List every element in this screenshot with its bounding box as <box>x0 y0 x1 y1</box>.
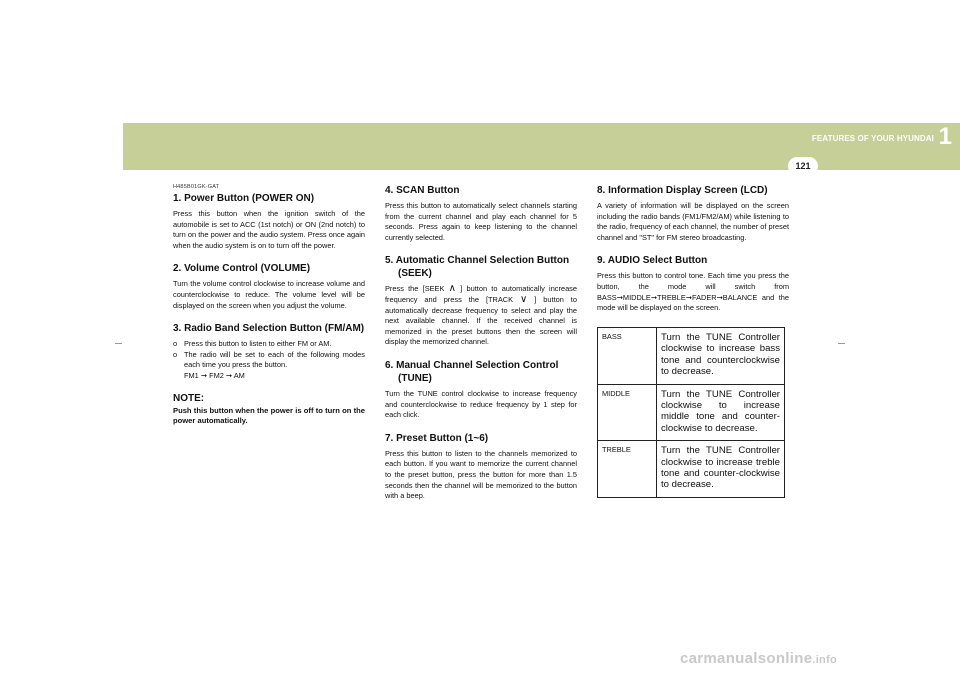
text-power-button: Press this button when the ignition switch of the automobile is set to ACC (1st notch) or ON (2nd notch) to turn on the power and the audio system. Press once again when the audio system is on to turn off the power. <box>173 209 365 250</box>
heading-band-selection: 3. Radio Band Selection Button (FM/AM) <box>173 323 365 335</box>
column-right <box>597 184 789 314</box>
tone-key: MIDDLE <box>598 384 657 441</box>
crop-mark-right <box>838 343 845 344</box>
text-volume-control: Turn the volume control clockwise to increase volume and counterclockwise to reduce. The volume level will be displayed on the screen when you adjust the volume. <box>173 279 365 310</box>
tone-table <box>597 327 785 498</box>
bullet-marker: o <box>173 349 178 359</box>
heading-lcd: 8. Information Display Screen (LCD) <box>597 185 768 196</box>
band-sequence: FM1 ➞ FM2 ➞ AM <box>184 370 245 380</box>
table-row <box>598 328 785 385</box>
tone-key: BASS <box>598 328 657 385</box>
tone-desc: Turn the TUNE Controller clockwise to increase treble tone and counter-clockwise to decrease. <box>661 445 780 491</box>
heading-seek: 5. Automatic Channel Selection Button (SEEK) <box>385 255 570 280</box>
heading-audio-select: 9. AUDIO Select Button <box>597 255 708 267</box>
column-left <box>173 184 365 427</box>
text-seek: Press the [SEEK ∧ ] button to automatically increase frequency and press the [TRACK ∨ ] button to automatically decrease frequency to select and play the next available channel. If the received channel is memorized in the preset buttons then the screen will display the memorized channel. <box>385 283 577 347</box>
page-number: 121 <box>788 157 818 175</box>
text-audio-select: Press this button to control tone. Each time you press the button, the mode will switch from BASS➞MIDDLE➞TREBLE➞FADER➞BALANCE and the mode will be displayed on the screen. <box>597 271 789 313</box>
header-title: FEATURES OF YOUR HYUNDAI <box>811 134 934 143</box>
text-scan-button: Press this button to automatically select channels starting from the current channel and play each channel for 5 seconds. Press again to keep listening to the channel currently selected. <box>385 201 577 242</box>
heading-volume-control: 2. Volume Control (VOLUME) <box>173 263 311 275</box>
heading-power-button: 1. Power Button (POWER ON) <box>173 193 315 204</box>
note-text: Push this button when the power is off to turn on the power automatically. <box>173 405 365 426</box>
chapter-number: 1 <box>938 123 952 150</box>
watermark: carmanualsonline.info <box>680 650 838 667</box>
table-row <box>598 441 785 498</box>
crop-mark-left <box>115 343 122 344</box>
list-item: o The radio will be set to each of the following modes each time you press the button. FM1 ➞ FM2 ➞ AM <box>173 349 365 380</box>
table-row <box>598 384 785 441</box>
section-code: H485B01GK-GAT <box>173 184 220 190</box>
list-item: o Press this button to listen to either FM or AM. <box>173 339 332 349</box>
text-tune: Turn the TUNE control clockwise to increase frequency and counterclockwise to reduce frequency by 1 step for each click. <box>385 388 577 420</box>
column-middle <box>385 184 577 502</box>
text-preset-button: Press this button to listen to the channels memorized to each button. If you want to memorize the current channel to the preset button, press the button for more than 1.5 seconds then the channel will be memorized to the button with a beep. <box>385 448 577 501</box>
track-down-icon: ∨ <box>520 293 528 305</box>
seek-up-icon: ∧ <box>448 283 456 295</box>
text-lcd: A variety of information will be displayed on the screen including the radio bands (FM1/FM2/AM) while listening to the radio, frequency of each channel, the number of preset channel and "ST" for FM stereo broadcasting. <box>597 201 789 242</box>
tone-desc: Turn the TUNE Controller clockwise to increase bass tone and counterclockwise to decrease. <box>657 328 785 385</box>
heading-tune: 6. Manual Channel Selection Control (TUNE) <box>385 359 559 384</box>
heading-preset-button: 7. Preset Button (1~6) <box>385 432 489 444</box>
tone-desc: Turn the TUNE Controller clockwise to increase middle tone and counter-clockwise to decrease. <box>657 384 785 441</box>
header-banner <box>123 123 960 170</box>
heading-scan-button: 4. SCAN Button <box>385 185 460 196</box>
band-selection-list <box>173 339 365 381</box>
bullet-marker: o <box>173 339 178 349</box>
note-heading: NOTE: <box>173 392 205 404</box>
tone-key: TREBLE <box>598 441 657 498</box>
tone-sequence: BASS➞MIDDLE➞TREBLE➞FADER➞BALANCE <box>597 292 758 302</box>
